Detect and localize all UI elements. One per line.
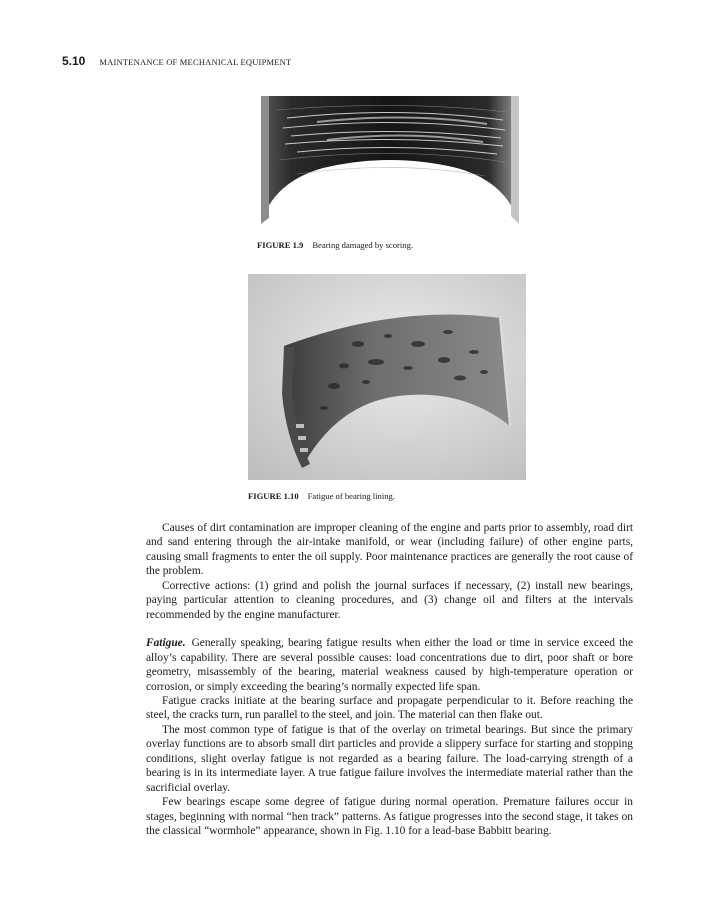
figure-label: FIGURE 1.9 (257, 240, 304, 250)
running-title: MAINTENANCE OF MECHANICAL EQUIPMENT (99, 57, 292, 67)
figure-caption-text: Bearing damaged by scoring. (312, 240, 414, 250)
page-number: 5.10 (62, 54, 86, 68)
section-heading-fatigue: Fatigue. (146, 637, 186, 650)
paragraph: Fatigue cracks initiate at the bearing surface and propagate perpendicular to it. Before reaching the steel, the cracks turn, run parallel to the steel, and join. The material can then flake out. (146, 694, 633, 722)
fatigue-paragraph (146, 636, 633, 694)
figure-1-9-caption (257, 240, 413, 250)
figure-1-9-photo (257, 94, 523, 228)
paragraph-text: Generally speaking, bearing fatigue results when either the load or time in service exceed the alloy’s capability. There are several possible causes: load concentrations due to dirt, poor shaft or bore geometry, misassembly of the bearing, material weakness caused by high-temperature operation or corrosion, or simply exceeding the bearing’s normally expected life span. (146, 637, 633, 693)
figure-caption-text: Fatigue of bearing lining. (307, 491, 395, 501)
figure-label: FIGURE 1.10 (248, 491, 299, 501)
running-header (62, 52, 662, 68)
figure-1-10-photo (248, 274, 526, 480)
paragraph: Few bearings escape some degree of fatigue during normal operation. Premature failures occur in stages, beginning with normal “hen track” patterns. As fatigue progresses into the second stage, it takes on the classical “wormhole” appearance, shown in Fig. 1.10 for a lead-base Babbitt bearing. (146, 796, 633, 838)
body-text (146, 521, 633, 839)
paragraph: The most common type of fatigue is that of the overlay on trimetal bearings. But since the primary overlay functions are to absorb small dirt particles and provide a slippery surface for starting and stopping conditions, slight overlay fatigue is not regarded as a bearing failure. The load-carrying strength of a bearing is in its intermediate layer. A true fatigue failure involves the intermediate material rather than the sacrificial overlay. (146, 723, 633, 794)
paragraph: Causes of dirt contamination are improper cleaning of the engine and parts prior to assembly, road dirt and sand entering through the air-intake manifold, or wear (including failure) of other engine parts, causing small fragments to enter the oil supply. Poor maintenance practices are generally the root cause of the problem. (146, 522, 633, 578)
paragraph: Corrective actions: (1) grind and polish the journal surfaces if necessary, (2) install new bearings, paying particular attention to cleaning procedures, and (3) change oil and filters at the intervals recommended by the engine manufacturer. (146, 579, 633, 621)
figure-1-10-caption (248, 491, 395, 501)
